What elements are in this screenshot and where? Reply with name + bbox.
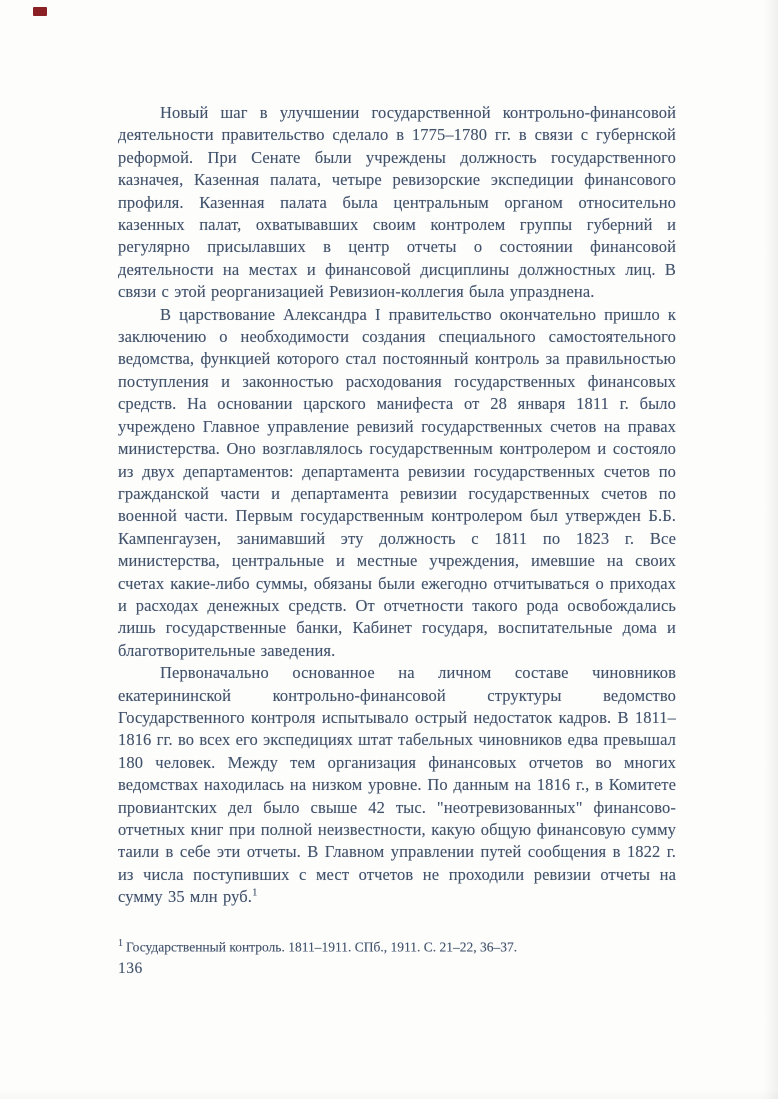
page-number: 136 xyxy=(118,960,143,978)
footnote-marker: 1 xyxy=(118,937,123,949)
paragraph: В царствование Александра I правительство окончательно пришло к заключению о необходимости создания специального самостоятельного ведомства, функцией которого стал постоянный контроль за правильностью поступления и законностью расходования государственных финансовых средств. На основании царского манифеста от 28 января 1811 г. было учреждено Главное управление ревизий государственных счетов на правах министерства. Оно возглавлялось государственным контролером и состояло из двух департаментов: департамента ревизии государственных счетов по гражданской части и департамента ревизии государственных счетов по военной части. Первым государственным контролером был утвержден Б.Б. Кампенгаузен, занимавший эту должность с 1811 по 1823 г. Все министерства, центральные и местные учреждения, имевшие на своих счетах какие-либо суммы, обязаны были ежегодно отчитываться о приходах и расходах денежных средств. От отчетности такого рода освобождались лишь государственные банки, Кабинет государя, воспитательные дома и благотворительные заведения. xyxy=(118,304,676,660)
paragraph xyxy=(118,662,676,908)
paragraph-text: Первоначально основанное на личном составе чиновников екатерининской контрольно-финансовой структуры ведомство Государственного контроля испытывало острый недостаток кадров. В 1811–1816 гг. во всех его экспедициях штат табельных чиновников едва превышал 180 человек. Между тем организация финансовых отчетов во многих ведомствах находилась на низком уровне. По данным на 1816 г., в Комитете провиантских дел было свыше 42 тыс. "неотревизованных" финансово-отчетных книг при полной неизвестности, какую общую финансовую сумму таили в себе эти отчеты. В Главном управлении путей сообщения в 1822 г. из числа поступивших с мест отчетов не проходили ревизии отчеты на сумму 35 млн руб. xyxy=(118,663,676,907)
footnote xyxy=(118,935,676,957)
page-text-block xyxy=(118,102,676,978)
scan-corner-mark xyxy=(33,7,47,16)
footnote-text: Государственный контроль. 1811–1911. СПб., 1911. С. 21–22, 36–37. xyxy=(126,939,518,955)
paragraph: Новый шаг в улучшении государственной контрольно-финансовой деятельности правительство сделало в 1775–1780 гг. в связи с губернской реформой. При Сенате были учреждены должность государственного казначея, Казенная палата, четыре ревизорские экспедиции финансового профиля. Казенная палата была центральным органом относительно казенных палат, охватывавших своим контролем группы губерний и регулярно присылавших в центр отчеты о состоянии финансовой деятельности на местах и финансовой дисциплины должностных лиц. В связи с этой реорганизацией Ревизион-коллегия была упразднена. xyxy=(118,103,676,302)
footnote-reference: 1 xyxy=(251,886,258,899)
